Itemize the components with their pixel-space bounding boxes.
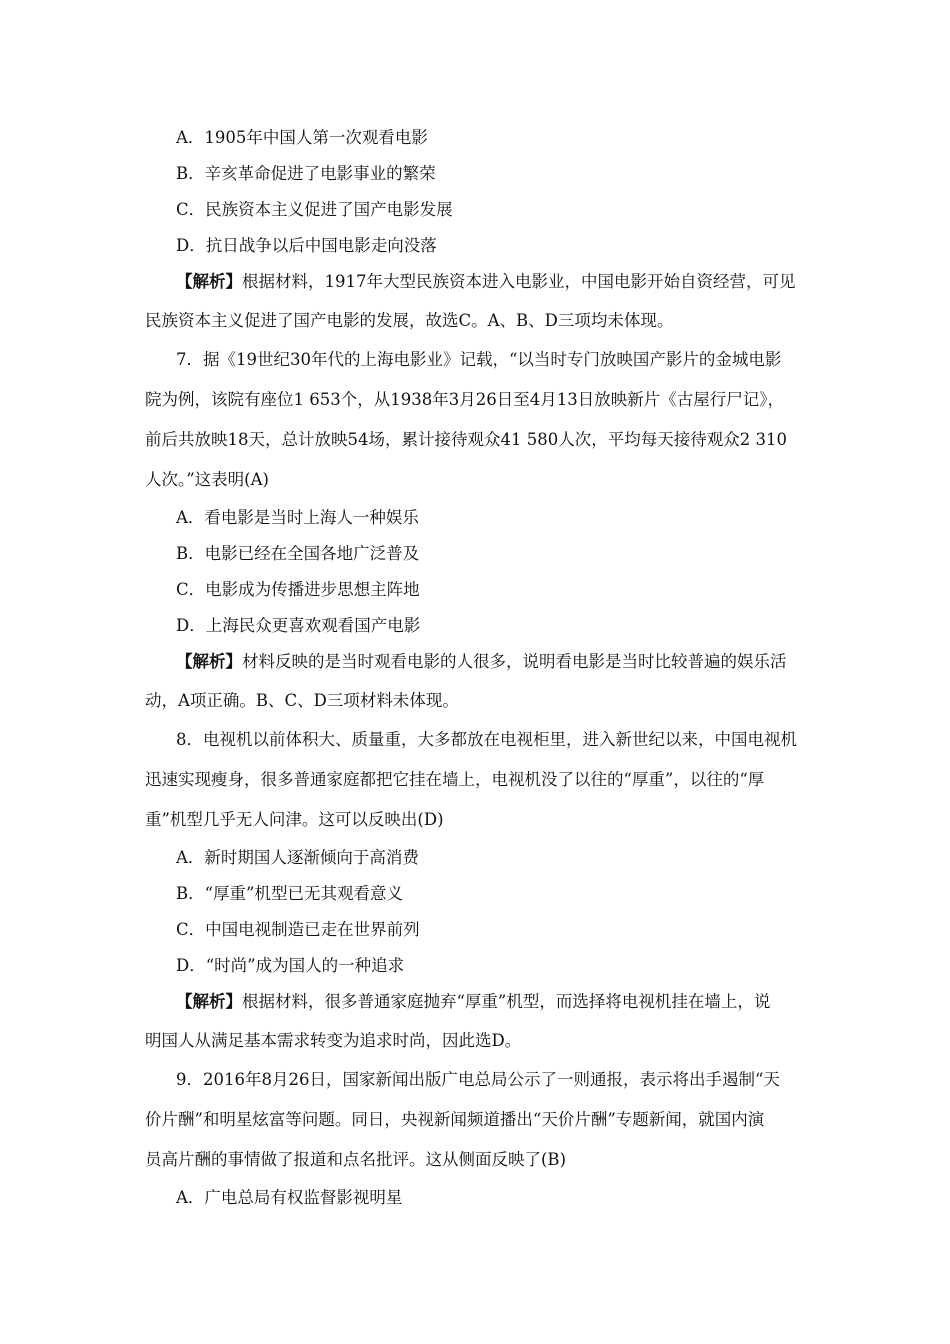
q6-analysis-line1 xyxy=(176,271,796,293)
analysis-tag: 【解析】 xyxy=(176,992,242,1011)
q7-analysis-line1 xyxy=(176,651,787,673)
q8-analysis-line1 xyxy=(176,991,770,1013)
q8-analysis-line2: 明国人从满足基本需求转变为追求时尚，因此选D。 xyxy=(145,1031,522,1050)
q7-stem-line1: 7．据《19世纪30年代的上海电影业》记载，“以当时专门放映国产影片的金城电影 xyxy=(176,350,782,369)
q7-analysis-line2: 动，A项正确。B、C、D三项材料未体现。 xyxy=(145,691,459,710)
q6-option-a: A．1905年中国人第一次观看电影 xyxy=(176,128,428,147)
q7-option-b: B．电影已经在全国各地广泛普及 xyxy=(176,544,420,563)
q6-option-c: C．民族资本主义促进了国产电影发展 xyxy=(176,200,453,219)
q7-analysis-text: 材料反映的是当时观看电影的人很多，说明看电影是当时比较普遍的娱乐活 xyxy=(242,652,787,671)
q7-stem-line3: 前后共放映18天，总计放映54场，累计接待观众41 580人次，平均每天接待观众2 310 xyxy=(145,430,787,449)
analysis-tag: 【解析】 xyxy=(176,652,242,671)
q9-stem-line1: 9．2016年8月26日，国家新闻出版广电总局公示了一则通报，表示将出手遏制“天 xyxy=(176,1070,780,1089)
analysis-tag: 【解析】 xyxy=(176,272,242,291)
q8-stem-line1: 8．电视机以前体积大、质量重，大多都放在电视柜里，进入新世纪以来，中国电视机 xyxy=(176,730,797,749)
q7-stem-line4: 人次。”这表明(A) xyxy=(145,470,269,489)
q6-analysis-line2: 民族资本主义促进了国产电影的发展，故选C。A、B、D三项均未体现。 xyxy=(145,311,674,330)
q8-option-c: C．中国电视制造已走在世界前列 xyxy=(176,920,420,939)
q6-option-b: B．辛亥革命促进了电影事业的繁荣 xyxy=(176,164,436,183)
q8-option-b: B．“厚重”机型已无其观看意义 xyxy=(176,884,403,903)
q9-option-a: A．广电总局有权监督影视明星 xyxy=(176,1188,403,1207)
q7-option-d: D．上海民众更喜欢观看国产电影 xyxy=(176,616,421,635)
q8-stem-line3: 重”机型几乎无人问津。这可以反映出(D) xyxy=(145,810,444,829)
q7-option-c: C．电影成为传播进步思想主阵地 xyxy=(176,580,420,599)
q8-option-a: A．新时期国人逐渐倾向于高消费 xyxy=(176,848,419,867)
q9-stem-line2: 价片酬”和明星炫富等问题。同日，央视新闻频道播出“天价片酬”专题新闻，就国内演 xyxy=(145,1110,765,1129)
q8-analysis-text: 根据材料，很多普通家庭抛弃“厚重”机型，而选择将电视机挂在墙上，说 xyxy=(242,992,771,1011)
q8-stem-line2: 迅速实现瘦身，很多普通家庭都把它挂在墙上，电视机没了以往的“厚重”，以往的“厚 xyxy=(145,770,765,789)
q7-stem-line2: 院为例，该院有座位1 653个，从1938年3月26日至4月13日放映新片《古屋行尸记》， xyxy=(145,390,784,409)
q6-analysis-text: 根据材料，1917年大型民族资本进入电影业，中国电影开始自资经营，可见 xyxy=(242,272,796,291)
q8-option-d: D．“时尚”成为国人的一种追求 xyxy=(176,956,405,975)
q7-option-a: A．看电影是当时上海人一种娱乐 xyxy=(176,508,419,527)
q6-option-d: D．抗日战争以后中国电影走向没落 xyxy=(176,236,437,255)
q9-stem-line3: 员高片酬的事情做了报道和点名批评。这从侧面反映了(B) xyxy=(145,1150,566,1169)
